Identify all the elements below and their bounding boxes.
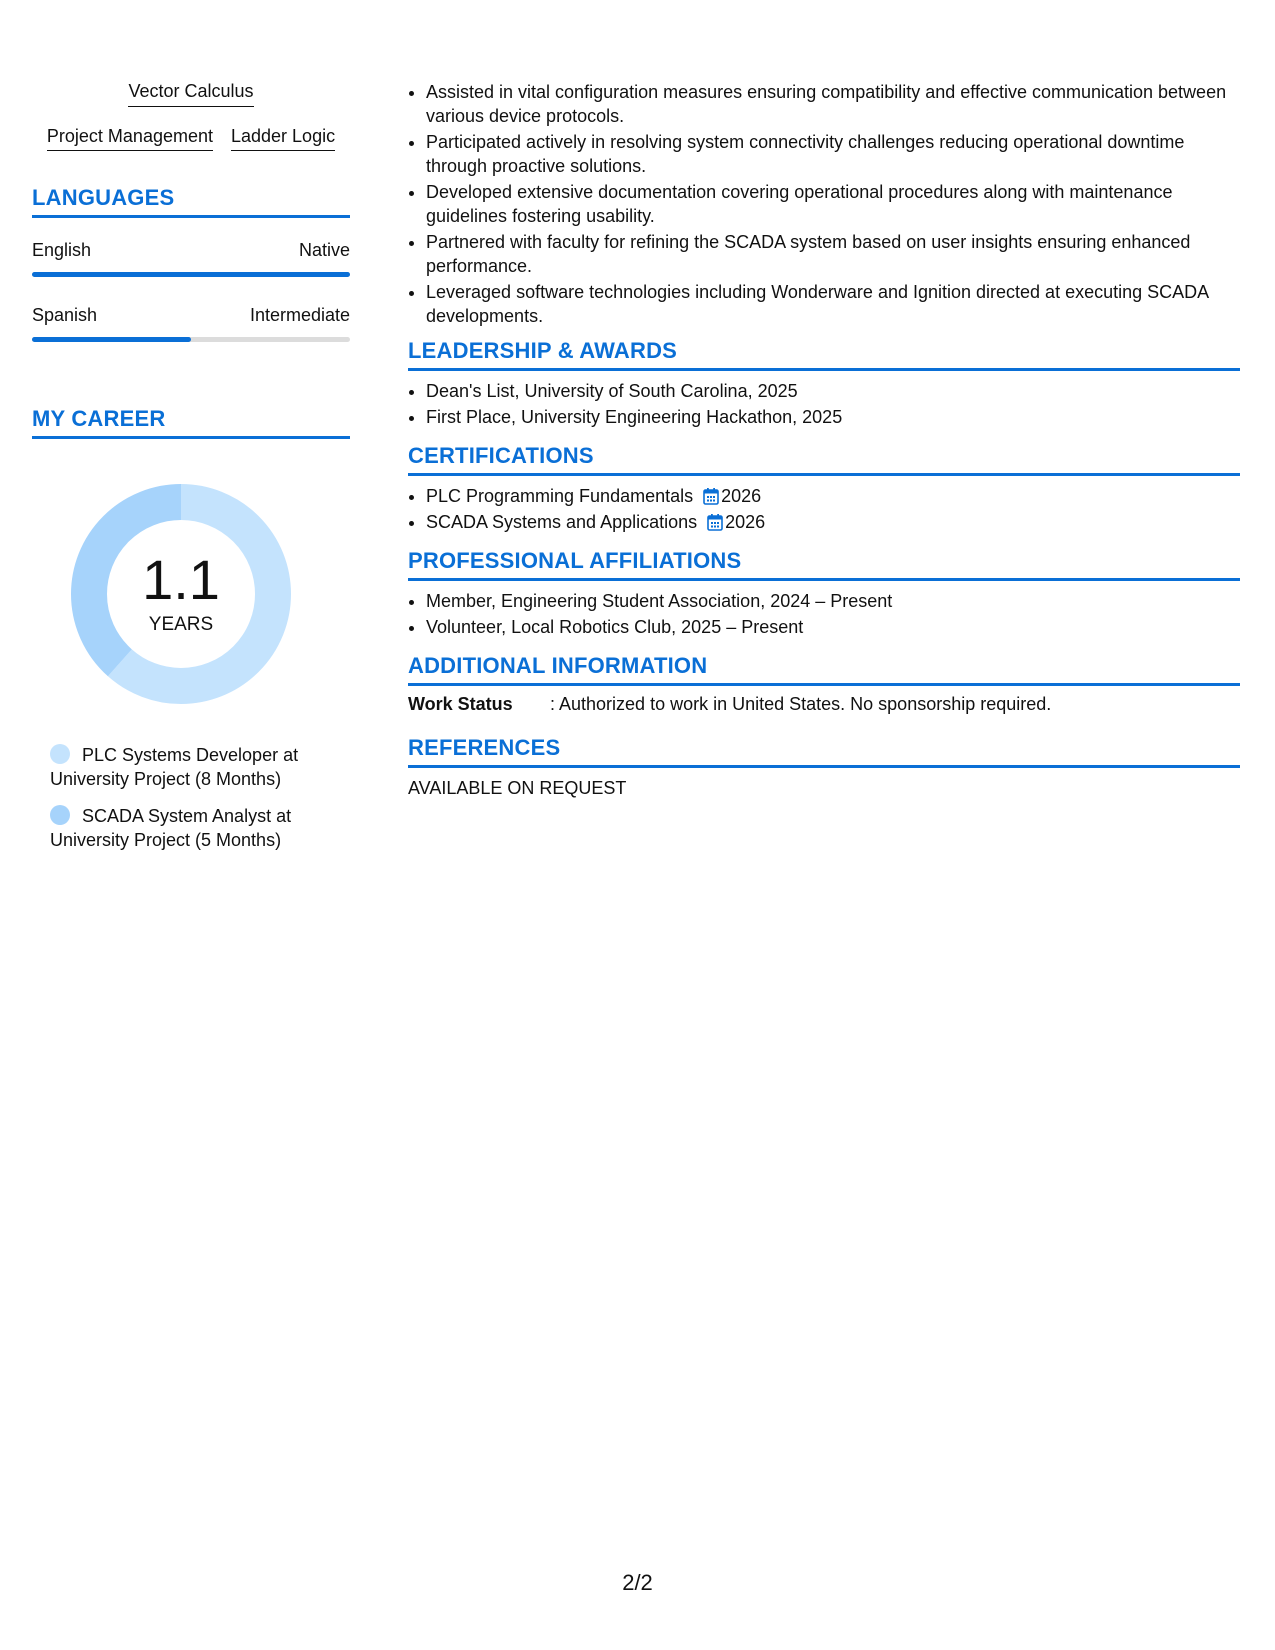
calendar-icon <box>707 513 723 531</box>
career-total: 1.1 <box>142 548 220 611</box>
proficiency-fill <box>32 272 350 277</box>
career-donut <box>66 479 296 709</box>
career-legend <box>50 743 350 852</box>
list-item: • Leveraged software technologies including Wonderware and Ignition directed at executing SCADA developments. <box>426 280 1240 328</box>
legend-item <box>50 743 350 792</box>
affiliations-list <box>408 589 1240 639</box>
list-item: • Volunteer, Local Robotics Club, 2025 – Present <box>426 615 1240 639</box>
work-status-row <box>408 694 1240 715</box>
certification-name: SCADA Systems and Applications <box>426 512 698 532</box>
leadership-list <box>408 379 1240 429</box>
legend-label: SCADA System Analyst at University Project (5 Months) <box>50 805 292 850</box>
skills-row-2 <box>32 125 350 152</box>
language-name: English <box>32 240 92 260</box>
skill-tag: Project Management <box>47 125 213 152</box>
list-item <box>426 484 1240 508</box>
list-item <box>426 510 1240 534</box>
certification-year: 2026 <box>721 486 762 506</box>
language-level: Native <box>298 240 350 260</box>
list-item: • Dean's List, University of South Carolina, 2025 <box>426 379 1240 403</box>
proficiency-fill <box>32 337 191 342</box>
languages-heading: LANGUAGES <box>32 185 350 218</box>
language-spanish <box>32 305 350 342</box>
left-column <box>32 80 350 864</box>
skills-row-1 <box>32 80 350 107</box>
list-item: • Developed extensive documentation covering operational procedures along with maintenance guidelines fostering usability. <box>426 180 1240 228</box>
skill-tag: Vector Calculus <box>128 80 253 107</box>
references-heading: REFERENCES <box>408 735 1240 768</box>
legend-dot <box>50 805 70 825</box>
work-status-label: Work Status <box>408 694 513 714</box>
certification-name: PLC Programming Fundamentals <box>426 486 694 506</box>
certification-year: 2026 <box>725 512 766 532</box>
career-unit: YEARS <box>148 614 214 635</box>
list-item: • First Place, University Engineering Hackathon, 2025 <box>426 405 1240 429</box>
additional-info-heading: ADDITIONAL INFORMATION <box>408 653 1240 686</box>
language-level: Intermediate <box>249 305 350 325</box>
proficiency-bar <box>32 337 350 342</box>
skill-tag: Ladder Logic <box>231 125 335 152</box>
work-status-value: : Authorized to work in United States. No sponsorship required. <box>550 694 1052 714</box>
list-item: • Partnered with faculty for refining the SCADA system based on user insights ensuring enhanced performance. <box>426 230 1240 278</box>
calendar-icon <box>703 487 719 505</box>
legend-item <box>50 804 350 853</box>
experience-bullets <box>408 80 1240 328</box>
language-name: Spanish <box>32 305 98 325</box>
leadership-heading: LEADERSHIP & AWARDS <box>408 338 1240 371</box>
affiliations-heading: PROFESSIONAL AFFILIATIONS <box>408 548 1240 581</box>
page-number: 2/2 <box>622 1570 653 1595</box>
legend-dot <box>50 744 70 764</box>
list-item: • Member, Engineering Student Association, 2024 – Present <box>426 589 1240 613</box>
language-english <box>32 240 350 277</box>
right-column <box>408 80 1240 799</box>
proficiency-bar <box>32 272 350 277</box>
certifications-heading: CERTIFICATIONS <box>408 443 1240 476</box>
list-item: • Assisted in vital configuration measures ensuring compatibility and effective communication between various device protocols. <box>426 80 1240 128</box>
references-text: AVAILABLE ON REQUEST <box>408 778 627 798</box>
legend-label: PLC Systems Developer at University Project (8 Months) <box>50 745 299 790</box>
career-heading: MY CAREER <box>32 406 350 439</box>
certifications-list <box>408 484 1240 534</box>
list-item: • Participated actively in resolving system connectivity challenges reducing operational downtime through proactive solutions. <box>426 130 1240 178</box>
